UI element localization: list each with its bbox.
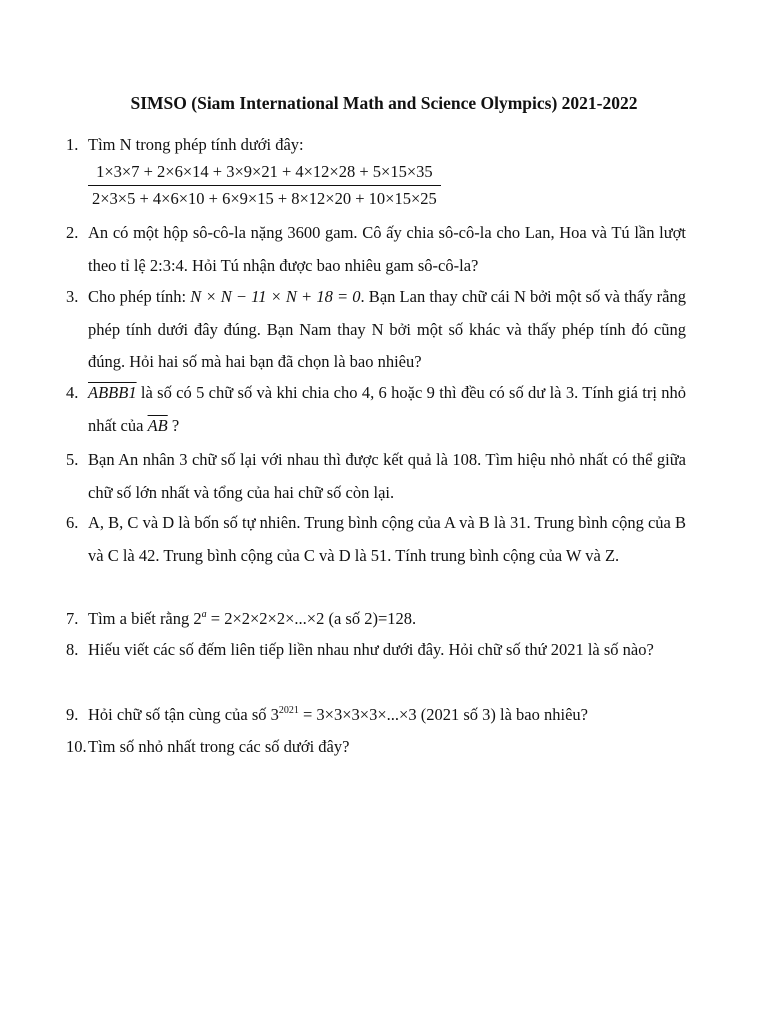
question-text: Hiếu viết các số đếm liên tiếp liền nhau như dưới đây. Hỏi chữ số thứ 2021 là số nào? — [88, 640, 654, 659]
question-text-post: (2021 số 3) là bao nhiêu? — [416, 705, 588, 724]
question-text-post: . Bạn Lan thay chữ cái N bởi một số và thấy rằng phép tính dưới đây đúng. Bạn Nam thay N bởi một số khác và thấy phép tính đó cũng đúng. Hỏi hai số mà hai bạn đã chọn là bao nhiêu? — [88, 287, 686, 371]
equation: N × N − 11 × N + 18 = 0 — [190, 287, 361, 306]
question-2 — [66, 217, 686, 282]
question-number: 8. — [66, 640, 79, 659]
question-text-mid: là số có 5 chữ số và khi chia cho 4, 6 hoặc 9 thì đều có số dư là 3. Tính giá trị nhỏ nhất của — [88, 383, 686, 435]
question-number: 2. — [66, 223, 79, 242]
question-8 — [66, 634, 686, 667]
question-5 — [66, 444, 686, 509]
question-number: 6. — [66, 513, 79, 532]
question-text-end: ? — [167, 415, 180, 435]
question-4 — [66, 377, 686, 442]
question-text-post: (a số 2)=128. — [324, 609, 417, 628]
question-text: Tìm số nhỏ nhất trong các số dưới đây? — [88, 737, 350, 756]
question-text-pre: Hỏi chữ số tận cùng của số — [88, 705, 271, 724]
question-text-pre: Tìm a biết rằng — [88, 609, 194, 628]
question-9 — [66, 699, 686, 732]
page-title: SIMSO (Siam International Math and Science Olympics) 2021-2022 — [130, 93, 638, 113]
fraction-numerator: 1×3×7 + 2×6×14 + 3×9×21 + 4×12×28 + 5×15×35 — [96, 162, 433, 181]
question-text — [88, 377, 686, 442]
question-number: 3. — [66, 287, 79, 306]
question-10 — [66, 731, 686, 764]
equation: = 2×2×2×2×...×2 — [206, 609, 325, 628]
question-text: Bạn An nhân 3 chữ số lại với nhau thì được kết quả là 108. Tìm hiệu nhỏ nhất có thể giữa chữ số lớn nhất và tổng của hai chữ số còn lại. — [88, 450, 686, 502]
power-exponent: 2021 — [278, 705, 299, 716]
question-text: An có một hộp sô-cô-la nặng 3600 gam. Cô ấy chia sô-cô-la cho Lan, Hoa và Tú lần lượt theo tỉ lệ 2:3:4. Hỏi Tú nhận được bao nhiêu gam sô-cô-la? — [88, 223, 686, 275]
question-1 — [66, 129, 686, 162]
question-number: 4. — [66, 383, 79, 402]
question-7 — [66, 603, 686, 636]
question-text — [88, 281, 686, 379]
question-text — [88, 699, 686, 732]
power-base: 2 — [193, 609, 202, 628]
power-exponent: a — [201, 609, 207, 620]
question-3 — [66, 281, 686, 379]
equation: = 3×3×3×3×...×3 — [298, 705, 417, 724]
question-6 — [66, 507, 686, 572]
power-base: 3 — [270, 705, 279, 724]
overline-number-ab: $\overline{AB}$ — [147, 415, 168, 435]
question-number: 9. — [66, 705, 79, 724]
question-number: 1. — [66, 135, 79, 154]
question-text: A, B, C và D là bốn số tự nhiên. Trung bình cộng của A và B là 31. Trung bình cộng của B và C là 42. Trung bình cộng của C và D là 51. Tính trung bình cộng của W và Z. — [88, 513, 686, 565]
overline-number: ABBB1 — [88, 383, 137, 402]
fraction — [88, 162, 441, 209]
question-number: 10. — [66, 737, 87, 756]
question-text: Tìm N trong phép tính dưới đây: — [88, 135, 304, 154]
fraction-denominator: 2×3×5 + 4×6×10 + 6×9×15 + 8×12×20 + 10×15×25 — [92, 189, 437, 208]
question-text-pre: Cho phép tính: — [88, 287, 191, 306]
question-number: 7. — [66, 609, 79, 628]
question-number: 5. — [66, 450, 79, 469]
question-text — [88, 603, 686, 636]
